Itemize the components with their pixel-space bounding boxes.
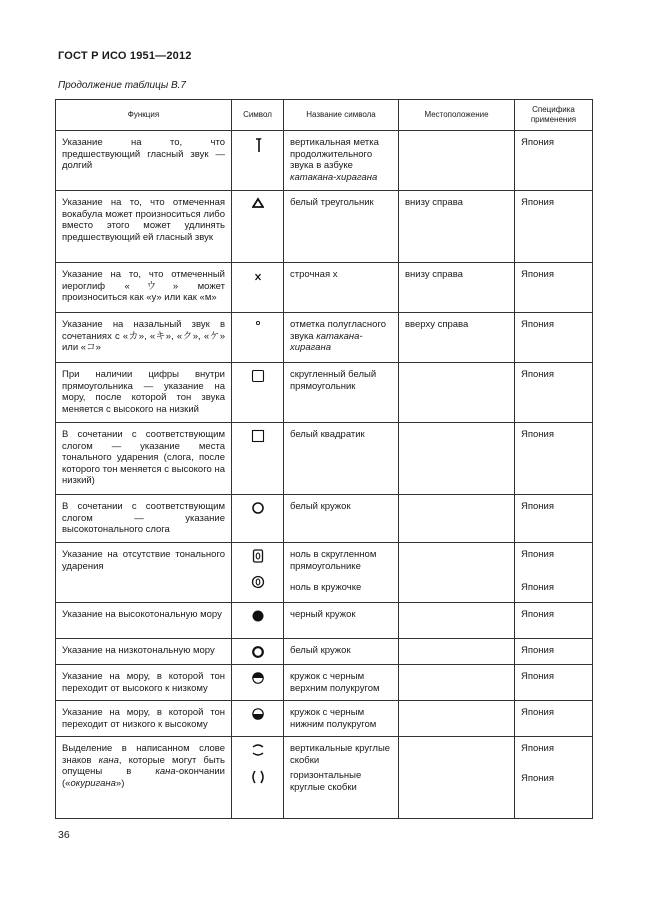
usage-cell: Япония — [515, 665, 593, 701]
name-text: кружок с черным верхним полукругом — [290, 671, 380, 694]
symbol-name-cell — [284, 313, 399, 363]
symbol-cell — [232, 665, 284, 701]
small-x-icon — [252, 269, 264, 283]
symbol-name-cell — [284, 639, 399, 665]
col-header-symbol: Символ — [232, 100, 284, 131]
function-text: Указание на мору, в которой тон переходит от высокого к низкому — [62, 671, 225, 694]
function-cell — [56, 363, 232, 423]
name-text: вертикальная метка продолжительного звука в азбуке — [290, 137, 379, 171]
symbol-cell — [232, 639, 284, 665]
function-text: -окончании (« — [62, 766, 225, 789]
symbol-cell — [232, 263, 284, 313]
usage-cell — [515, 737, 593, 819]
location-cell — [399, 131, 515, 191]
name-text: кружок с черным нижним полукругом — [290, 707, 377, 730]
location-cell: вверху справа — [399, 313, 515, 363]
function-text: Указание на отсутствие тонального ударения — [62, 549, 225, 572]
table-row — [56, 603, 593, 639]
symbol-name-cell — [284, 363, 399, 423]
function-text: Указание на низкотональную мору — [62, 645, 215, 656]
symbol-name-cell — [284, 737, 399, 819]
function-cell — [56, 701, 232, 737]
function-text: Указание на то, что отмеченная вокабула может произноситься либо вместо этого может удлинять предшествующий ей гласный звук — [62, 197, 225, 243]
table-row — [56, 543, 593, 603]
name-text-italic: катакана-хирагана — [290, 171, 378, 183]
name-text: вертикальные круглые скобки — [290, 743, 391, 766]
symbol-name-cell — [284, 543, 399, 603]
table-row — [56, 263, 593, 313]
symbol-name-cell — [284, 701, 399, 737]
usage-cell: Япония — [515, 363, 593, 423]
usage-text-2: Япония — [521, 581, 554, 593]
table-caption: Продолжение таблицы В.7 — [58, 80, 186, 91]
col-header-usage: Специфика применения — [515, 100, 593, 131]
table-header-row — [56, 100, 593, 131]
name-text: белый кружок — [290, 501, 351, 512]
usage-cell: Япония — [515, 495, 593, 543]
name-text: белый треугольник — [290, 197, 374, 208]
symbol-name-cell — [284, 665, 399, 701]
horizontal-round-brackets-icon — [250, 769, 266, 785]
zero-in-circle-icon — [251, 575, 265, 589]
location-cell — [399, 495, 515, 543]
vertical-mark-icon — [252, 137, 264, 153]
usage-cell: Япония — [515, 423, 593, 495]
location-cell — [399, 423, 515, 495]
function-text: , которые могут быть опущены в — [62, 754, 225, 777]
thick-white-circle-icon — [251, 645, 265, 659]
function-cell — [56, 603, 232, 639]
symbol-cell — [232, 701, 284, 737]
function-cell — [56, 737, 232, 819]
usage-text-2: Япония — [521, 772, 554, 784]
location-cell — [399, 665, 515, 701]
name-text: строчная x — [290, 269, 338, 280]
symbol-name-cell — [284, 603, 399, 639]
symbol-name-cell — [284, 191, 399, 263]
table-row — [56, 665, 593, 701]
location-cell — [399, 701, 515, 737]
usage-cell: Япония — [515, 191, 593, 263]
symbol-cell — [232, 131, 284, 191]
function-text: В сочетании с соответствующим слогом — указание высокотонального слога — [62, 501, 225, 535]
function-cell — [56, 263, 232, 313]
table-row — [56, 737, 593, 819]
usage-cell: Япония — [515, 701, 593, 737]
function-text: Указание на мору, в которой тон переходит от низкого к высокому — [62, 707, 225, 730]
col-header-function: Функция — [56, 100, 232, 131]
table-row — [56, 639, 593, 665]
symbols-table — [55, 99, 593, 819]
function-cell — [56, 639, 232, 665]
white-circle-icon — [251, 501, 265, 515]
name-text-italic: катакана-хирагана — [290, 330, 363, 353]
symbol-cell — [232, 191, 284, 263]
table-row — [56, 131, 593, 191]
name-text: отметка полугласного звука — [290, 319, 386, 342]
location-cell — [399, 603, 515, 639]
name-text: черный кружок — [290, 609, 356, 620]
rounded-white-rectangle-icon — [251, 369, 265, 383]
symbol-name-cell — [284, 423, 399, 495]
name-text: белый квадратик — [290, 429, 365, 440]
col-header-location: Местоположение — [399, 100, 515, 131]
zero-in-rectangle-icon — [251, 549, 265, 563]
function-cell — [56, 423, 232, 495]
function-text-italic: окуригана — [70, 777, 116, 789]
name-text: скругленный белый прямоугольник — [290, 369, 377, 392]
usage-cell: Япония — [515, 131, 593, 191]
function-text: ») — [115, 777, 125, 789]
name-text-2: ноль в кружочке — [290, 582, 362, 593]
table-row — [56, 495, 593, 543]
col-header-symbol-name: Название символа — [284, 100, 399, 131]
table-row — [56, 423, 593, 495]
symbol-cell — [232, 363, 284, 423]
location-cell: внизу справа — [399, 191, 515, 263]
symbol-cell — [232, 423, 284, 495]
white-square-icon — [251, 429, 265, 443]
table-row — [56, 701, 593, 737]
function-text: В сочетании с соответствующим слогом — указание места тонального ударения (слога, после которого тон меняется с высокого на низкий) — [62, 429, 225, 486]
location-cell — [399, 363, 515, 423]
location-cell — [399, 737, 515, 819]
white-triangle-icon — [252, 197, 264, 209]
document-header: ГОСТ Р ИСО 1951—2012 — [58, 50, 192, 62]
symbol-cell — [232, 543, 284, 603]
name-text-2: горизонтальные круглые скобки — [290, 770, 362, 793]
usage-text: Япония — [521, 549, 554, 560]
usage-cell — [515, 543, 593, 603]
page-number: 36 — [58, 829, 70, 841]
function-text: Указание на назальный звук в сочетаниях с «カ», «キ», «ク», «ケ» или «コ» — [62, 319, 225, 353]
location-cell — [399, 543, 515, 603]
function-text: Указание на высокотональную мору — [62, 609, 222, 620]
usage-cell: Япония — [515, 313, 593, 363]
symbol-cell — [232, 495, 284, 543]
black-circle-icon — [251, 609, 265, 623]
usage-text: Япония — [521, 743, 554, 754]
table-row — [56, 313, 593, 363]
function-cell — [56, 543, 232, 603]
name-text: ноль в скругленном прямоугольнике — [290, 549, 377, 572]
usage-cell: Япония — [515, 263, 593, 313]
symbol-cell — [232, 313, 284, 363]
usage-cell: Япония — [515, 639, 593, 665]
function-text: При наличии цифры внутри прямоугольника — указание на мору, после которой тон звука меняется с высокого на низкий — [62, 369, 225, 415]
function-text-italic: кана — [155, 766, 176, 777]
location-cell — [399, 639, 515, 665]
function-cell — [56, 131, 232, 191]
function-text: Указание на то, что отмеченный иероглиф «ウ» может произноситься как «у» или как «м» — [62, 269, 225, 303]
function-cell — [56, 495, 232, 543]
vertical-round-brackets-icon — [250, 743, 266, 757]
function-cell — [56, 665, 232, 701]
name-text: белый кружок — [290, 645, 351, 656]
function-cell — [56, 313, 232, 363]
usage-cell: Япония — [515, 603, 593, 639]
symbol-name-cell — [284, 495, 399, 543]
function-text: Выделение в написанном слове знаков — [62, 743, 225, 766]
function-cell — [56, 191, 232, 263]
table-row — [56, 191, 593, 263]
table-row — [56, 363, 593, 423]
function-text-italic: кана — [98, 754, 119, 766]
symbol-cell — [232, 737, 284, 819]
function-text: Указание на то, что предшествующий гласный звук — долгий — [62, 137, 225, 171]
symbol-cell — [232, 603, 284, 639]
circle-black-upper-half-icon — [251, 671, 265, 685]
semi-voiced-mark-icon — [252, 319, 264, 329]
location-cell: внизу справа — [399, 263, 515, 313]
symbol-name-cell — [284, 131, 399, 191]
symbol-name-cell — [284, 263, 399, 313]
circle-black-lower-half-icon — [251, 707, 265, 721]
